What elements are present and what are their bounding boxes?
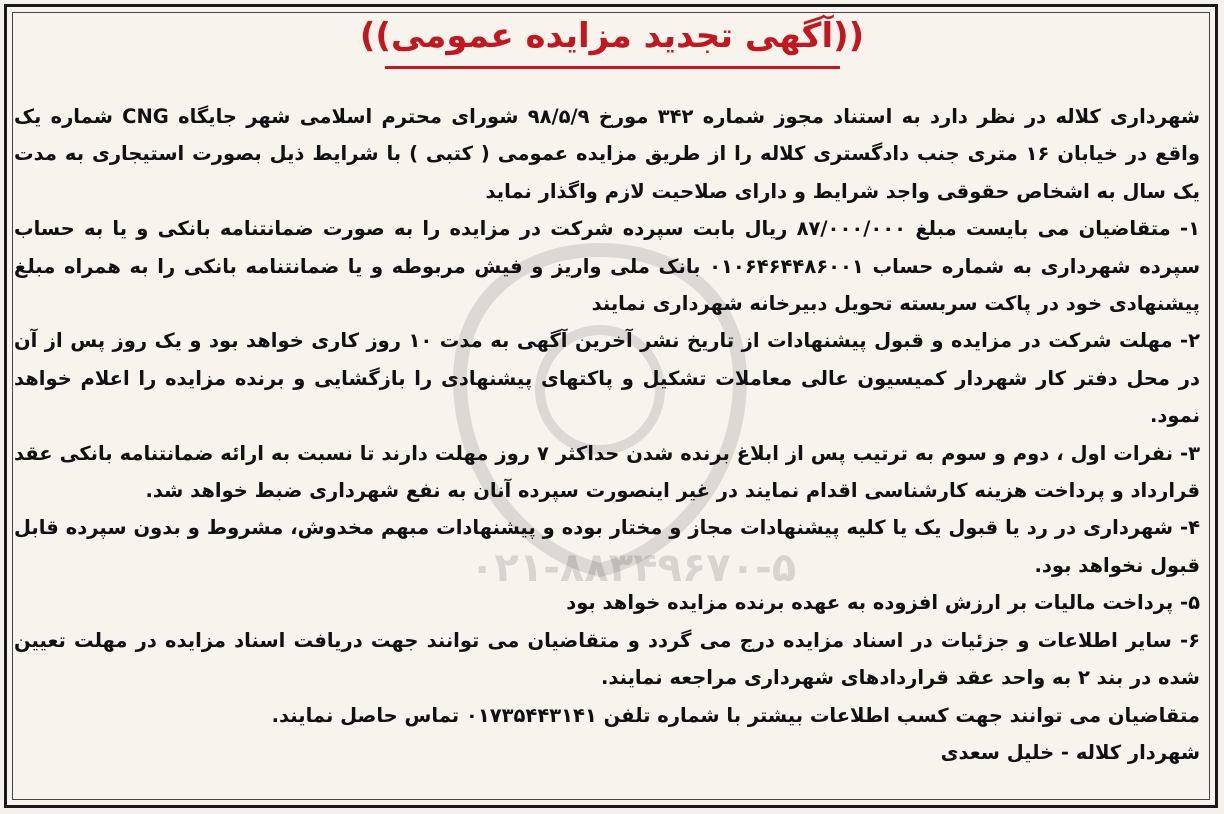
contact-line: متقاضیان می توانند جهت کسب اطلاعات بیشتر با شماره تلفن ۰۱۷۳۵۴۴۳۱۴۱ تماس حاصل نمایند. bbox=[271, 703, 1200, 727]
condition-item-4: ۴- شهرداری در رد یا قبول یک یا کلیه پیشنهادات مجاز و مختار بوده و پیشنهادات مبهم مخدوش، مشروط و بدون سپرده قابل قبول نخواهد بود. bbox=[14, 516, 1200, 577]
watermark-phone: ۰۲۱-۸۸۳۴۹۶۷۰-۵ bbox=[470, 545, 797, 591]
condition-item-5: ۵- پرداخت مالیات بر ارزش افزوده به عهده برنده مزایده خواهد بود bbox=[566, 591, 1200, 615]
signature: شهردار کلاله - خلیل سعدی bbox=[940, 740, 1200, 764]
ad-body bbox=[14, 98, 1200, 771]
title-underline bbox=[385, 66, 840, 69]
intro-paragraph: شهرداری کلاله در نظر دارد به استناد مجوز شماره ۳۴۲ مورخ ۹۸/۵/۹ شورای محترم اسلامی شهر جایگاه CNG شماره یک واقع در خیابان ۱۶ متری جنب دادگستری کلاله را از طریق مزایده عمومی ( کتبی ) با شرایط ذیل بصورت استیجاری به مدت یک سال به اشخاص حقوقی واجد شرایط و دارای صلاحیت لازم واگذار نماید bbox=[14, 105, 1200, 203]
condition-item-6: ۶- سایر اطلاعات و جزئیات در اسناد مزایده درج می گردد و متقاضیان می توانند جهت دریافت اسناد مزایده در مهلت تعیین شده در بند ۲ به واحد عقد قراردادهای شهرداری مراجعه نمایند. bbox=[14, 628, 1200, 690]
ad-title: ((آگهی تجدید مزایده عمومی)) bbox=[359, 16, 865, 56]
condition-item-1: ۱- متقاضیان می بایست مبلغ ۸۷/۰۰۰/۰۰۰ ریال بابت سپرده شرکت در مزایده را به صورت ضمانتنامه بانکی و یا به حساب سپرده شهرداری به شماره حساب ۰۱۰۶۴۶۴۴۸۶۰۰۱ بانک ملی واریز و فیش مربوطه و یا ضمانتنامه بانکی را به همراه مبلغ پیشنهادی خود در پاکت سربسته تحویل دبیرخانه شهرداری نمایند bbox=[14, 217, 1201, 316]
condition-item-3: ۳- نفرات اول ، دوم و سوم به ترتیب پس از ابلاغ برنده شدن حداکثر ۷ روز مهلت دارند تا نسبت به ارائه ضمانتنامه بانکی عقد قرارداد و پرداخت هزینه کارشناسی اقدام نمایند در غیر اینصورت سپرده آنان به نفع شهرداری ضبط خواهد شد. bbox=[14, 441, 1201, 503]
condition-item-2: ۲- مهلت شرکت در مزایده و قبول پیشنهادات از تاریخ نشر آخرین آگهی به مدت ۱۰ روز کاری خواهد بود و یک روز پس از آن در محل دفتر کار شهردار کمیسیون عالی معاملات تشکیل و پاکتهای پیشنهادی را بازگشایی و برنده مزایده را اعلام خواهد نمود. bbox=[14, 329, 1200, 428]
